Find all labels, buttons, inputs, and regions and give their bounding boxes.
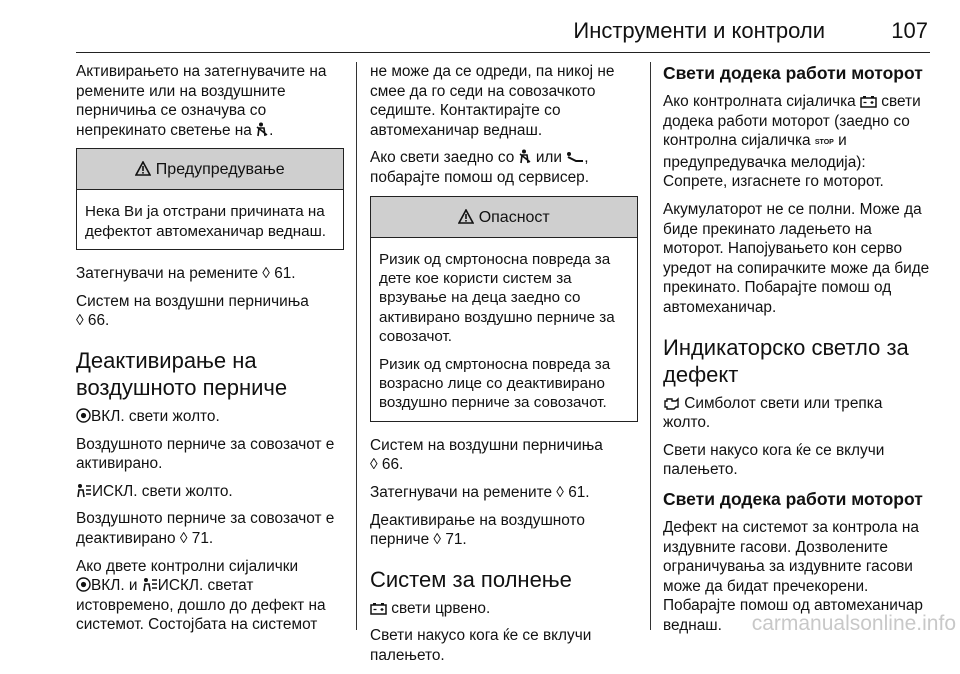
paragraph: Дефект на системот за контрола на издувните гасови. Дозволените ограничувања за издувните гасови може да бидат пречекорени. Побарајте помош од автомеханичар веднаш. xyxy=(663,518,923,634)
cross-reference xyxy=(370,511,638,550)
paragraph xyxy=(76,509,344,548)
paragraph xyxy=(663,92,931,192)
paragraph xyxy=(663,394,931,433)
danger-box-title xyxy=(371,197,637,238)
paragraph: не може да се одреди, па никој не смее да го седи на совозачкото седиште. Контактирајте со автомеханичар веднаш. xyxy=(370,63,615,139)
paragraph: Свети накусо кога ќе се вклучи палењето. xyxy=(370,627,592,664)
warning-box-title xyxy=(77,149,343,190)
cross-reference xyxy=(370,483,638,503)
text: Ако контролната сијаличка xyxy=(663,93,856,110)
text: ИСКЛ. светат истовремено, дошло до дефект на системот. Состојбата на системот xyxy=(76,577,326,634)
warning-title-text: Предупредување xyxy=(155,161,285,179)
warning-box-body xyxy=(77,190,343,249)
section-heading: Деактивирање на воздушното перниче xyxy=(76,347,288,400)
text: свети додека работи моторот (заедно со контролна сијаличка xyxy=(663,93,921,150)
danger-text: Ризик од смртоносна повреда за возрасно лице со деактивирано воздушно перниче за совозачот. xyxy=(379,355,611,412)
warning-triangle-icon xyxy=(458,209,474,224)
paragraph xyxy=(76,407,344,427)
paragraph xyxy=(370,148,638,187)
text: Затегнувачи на ремените xyxy=(370,484,553,501)
seatbelt-tensioner-icon xyxy=(256,122,269,137)
cross-reference xyxy=(76,292,344,331)
text: Воздушното перниче за совозачот е деактивирано xyxy=(76,510,335,547)
column-1 xyxy=(76,62,344,643)
warning-text: Нека Ви ја отстрани причината на дефектот автомеханичар веднаш. xyxy=(85,203,326,240)
airbag-deploy-icon xyxy=(566,151,584,164)
watermark: carmanualsonline.info xyxy=(751,612,956,635)
battery-icon xyxy=(860,95,877,108)
page-ref-icon: ◊ xyxy=(433,531,442,549)
danger-box xyxy=(370,196,638,422)
text: Деактивирање на воздушното перниче xyxy=(370,511,585,549)
section-heading: Свети додека работи моторот xyxy=(663,63,923,83)
airbag-off-icon xyxy=(142,577,158,592)
paragraph xyxy=(76,62,344,140)
danger-box-body xyxy=(371,238,637,421)
ref-page: 71. xyxy=(191,529,214,547)
ref-page: 66. xyxy=(381,456,404,474)
page-ref-icon: ◊ xyxy=(179,529,188,547)
danger-text: Ризик од смртоносна повреда за дете кое користи систем за врзување на деца заедно со активирано воздушно перниче за совозачот. xyxy=(379,250,615,346)
page-ref-icon: ◊ xyxy=(556,484,564,501)
paragraph xyxy=(76,482,344,502)
warning-box xyxy=(76,148,344,250)
paragraph xyxy=(76,557,344,635)
paragraph: Акумулаторот не се полни. Може да биде прекинато ладењето на моторот. Напојувањето кон серво уредот на сопирачките може да биде прекинато. Побарајте помош од автомеханичар. xyxy=(663,200,930,316)
airbag-on-icon xyxy=(76,577,91,592)
text: ВКЛ. и xyxy=(91,577,138,595)
cross-reference xyxy=(76,264,344,284)
text: Систем на воздушни перничиња xyxy=(370,436,603,454)
column-3 xyxy=(663,62,931,643)
text: и предупредувачка мелодија): Сопрете, изгаснете го моторот. xyxy=(663,132,884,191)
column-divider xyxy=(356,62,357,630)
section-heading: Свети додека работи моторот xyxy=(663,488,923,509)
text: Затегнувачи на ремените xyxy=(76,265,259,283)
ref-page: 61. xyxy=(568,484,590,501)
stop-icon: STOP xyxy=(814,139,834,147)
ref-page: 71. xyxy=(445,531,467,549)
airbag-on-icon xyxy=(76,408,91,423)
paragraph xyxy=(370,599,638,619)
battery-icon xyxy=(370,602,387,615)
header-rule xyxy=(76,52,930,53)
engine-check-icon xyxy=(663,396,680,410)
ref-page: 61. xyxy=(274,265,296,283)
text: Активирањето на затегнувачите на ремените или на воздушните перничиња се означува со непрекинато светење на xyxy=(76,63,327,139)
airbag-off-icon xyxy=(76,483,92,498)
danger-title-text: Опасност xyxy=(478,208,550,226)
text: , побарајте помош од сервисер. xyxy=(370,149,589,186)
page-header xyxy=(0,0,960,50)
page-ref-icon: ◊ xyxy=(370,456,378,474)
text: Ако двете контролни сијалички xyxy=(76,557,299,575)
warning-triangle-icon xyxy=(135,161,151,176)
paragraph: Свети накусо кога ќе се вклучи палењето. xyxy=(663,441,885,479)
text: Симболот свети или трепка жолто. xyxy=(663,394,883,432)
text: свети црвено. xyxy=(391,599,491,617)
section-heading: Индикаторско светло за дефект xyxy=(663,334,909,387)
section-heading: Систем за полнење xyxy=(370,566,572,592)
text: . xyxy=(269,121,274,139)
text: ИСКЛ. свети жолто. xyxy=(92,482,233,500)
cross-reference xyxy=(370,436,638,475)
seatbelt-tensioner-icon xyxy=(519,149,532,164)
ref-page: 66. xyxy=(87,312,110,330)
text: или xyxy=(535,149,563,167)
text: Систем на воздушни перничиња xyxy=(76,292,309,310)
page-title: Инструменти и контроли xyxy=(573,18,825,43)
column-2 xyxy=(370,62,638,674)
text: Ако свети заедно со xyxy=(370,149,515,167)
column-divider xyxy=(650,62,651,630)
paragraph: Воздушното перниче за совозачот е активирано. xyxy=(76,435,335,473)
text: ВКЛ. свети жолто. xyxy=(91,407,220,425)
page-ref-icon: ◊ xyxy=(262,265,270,283)
page-number: 107 xyxy=(891,18,928,43)
page-ref-icon: ◊ xyxy=(76,312,84,330)
